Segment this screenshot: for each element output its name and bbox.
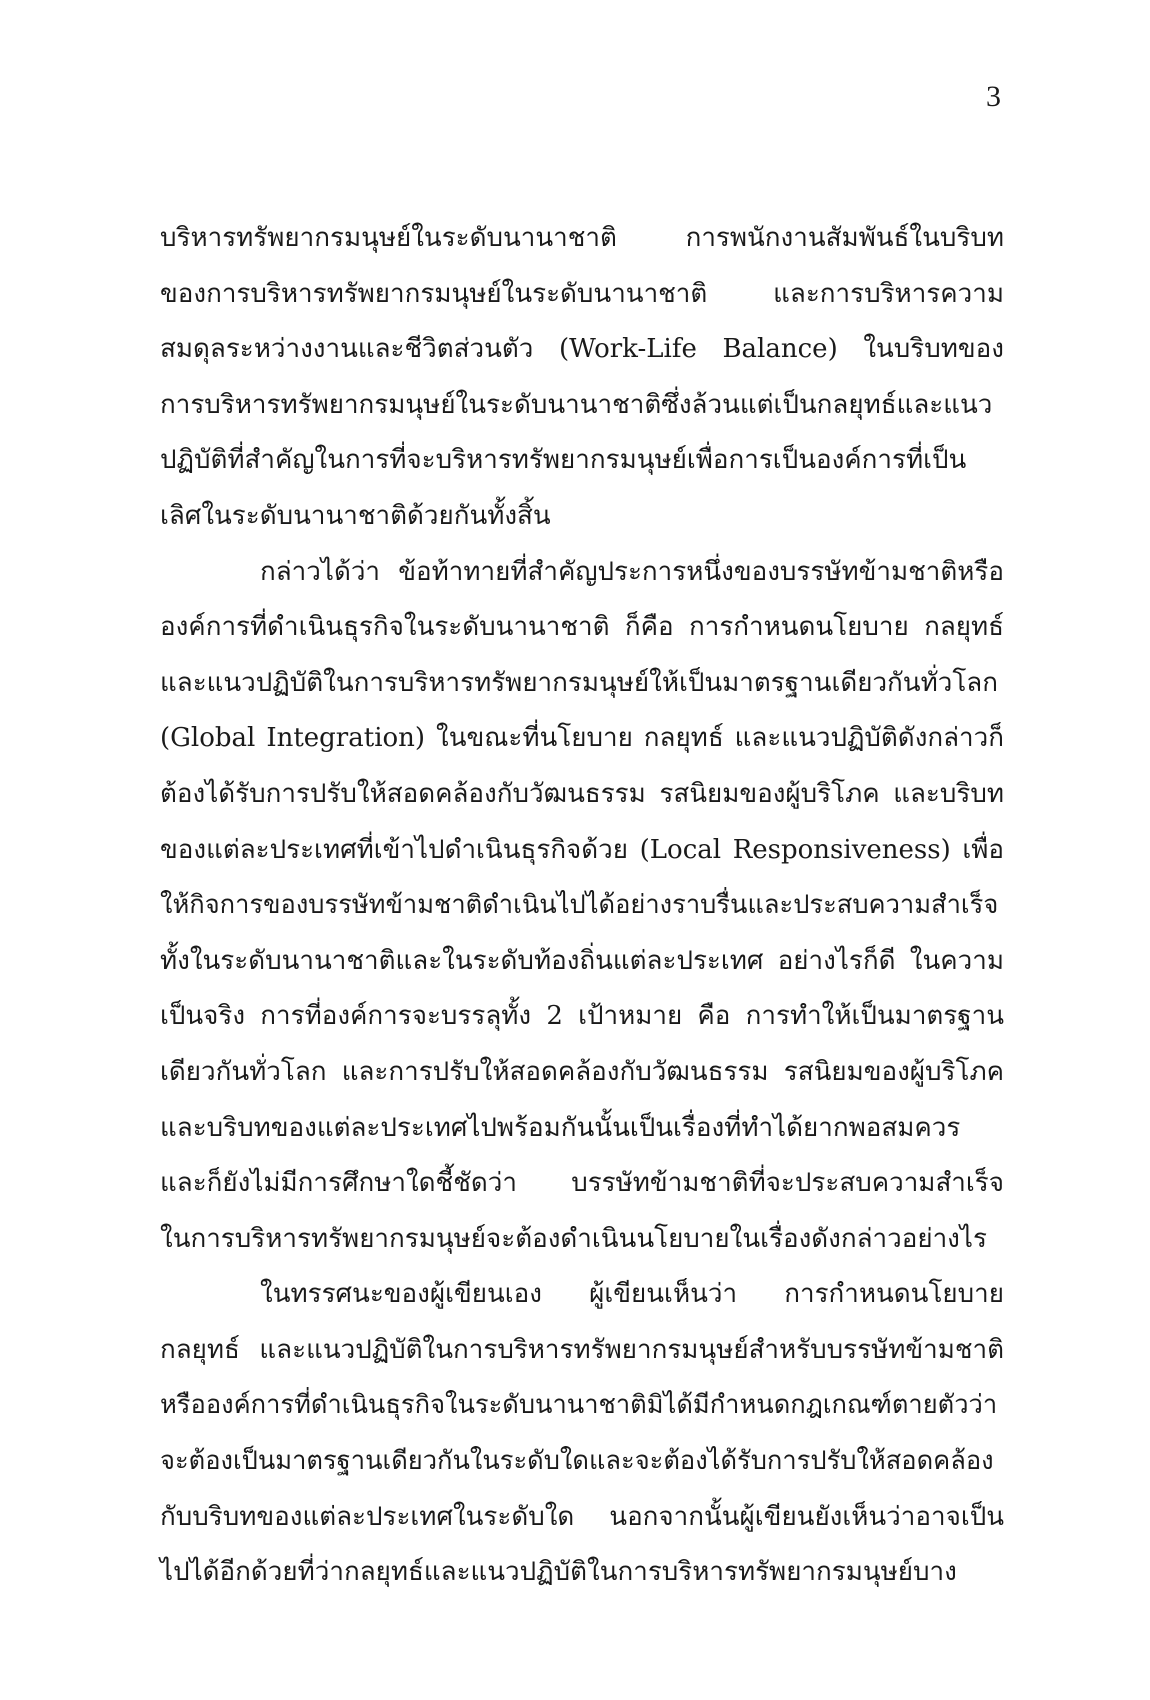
text-line: เป็นจริง การที่องค์การจะบรรลุทั้ง 2 เป้าหมาย คือ การทำให้เป็นมาตรฐาน xyxy=(160,1001,1004,1032)
paragraph xyxy=(160,211,1004,545)
text-line: ปฏิบัติที่สำคัญในการที่จะบริหารทรัพยากรมนุษย์เพื่อการเป็นองค์การที่เป็น xyxy=(160,445,967,476)
text-line: และแนวปฏิบัติในการบริหารทรัพยากรมนุษย์ให้เป็นมาตรฐานเดียวกันทั่วโลก xyxy=(160,667,998,698)
text-line: การบริหารทรัพยากรมนุษย์ในระดับนานาชาติซึ่งล้วนแต่เป็นกลยุทธ์และแนว xyxy=(160,389,993,420)
paragraph xyxy=(160,545,1004,1268)
text-line: กล่าวได้ว่า ข้อท้าทายที่สำคัญประการหนึ่งของบรรษัทข้ามชาติหรือ xyxy=(260,556,1004,587)
text-line: (Global Integration) ในขณะที่นโยบาย กลยุทธ์ และแนวปฏิบัติดังกล่าวก็ xyxy=(160,723,1004,754)
text-line: ในทรรศนะของผู้เขียนเอง ผู้เขียนเห็นว่า การกำหนดนโยบาย xyxy=(260,1279,1004,1310)
paragraph xyxy=(160,1267,1004,1601)
text-line: ของการบริหารทรัพยากรมนุษย์ในระดับนานาชาติ และการบริหารความ xyxy=(160,278,1004,309)
text-line: จะต้องเป็นมาตรฐานเดียวกันในระดับใดและจะต้องได้รับการปรับให้สอดคล้อง xyxy=(160,1446,994,1477)
text-line: เดียวกันทั่วโลก และการปรับให้สอดคล้องกับวัฒนธรรม รสนิยมของผู้บริโภค xyxy=(160,1056,1004,1087)
text-line: ของแต่ละประเทศที่เข้าไปดำเนินธุรกิจด้วย (Local Responsiveness) เพื่อ xyxy=(160,834,1004,865)
text-line: สมดุลระหว่างงานและชีวิตส่วนตัว (Work-Life Balance) ในบริบทของ xyxy=(160,334,1004,365)
text-line: ไปได้อีกด้วยที่ว่ากลยุทธ์และแนวปฏิบัติในการบริหารทรัพยากรมนุษย์บาง xyxy=(160,1557,957,1588)
page-number: 3 xyxy=(986,80,1001,113)
text-line: กับบริบทของแต่ละประเทศในระดับใด นอกจากนั้นผู้เขียนยังเห็นว่าอาจเป็น xyxy=(160,1501,1004,1532)
text-line: เลิศในระดับนานาชาติด้วยกันทั้งสิ้น xyxy=(160,500,551,531)
text-line: กลยุทธ์ และแนวปฏิบัติในการบริหารทรัพยากรมนุษย์สำหรับบรรษัทข้ามชาติ xyxy=(160,1334,1004,1365)
text-line: ให้กิจการของบรรษัทข้ามชาติดำเนินไปได้อย่างราบรื่นและประสบความสำเร็จ xyxy=(160,890,999,921)
text-line: และบริบทของแต่ละประเทศไปพร้อมกันนั้นเป็นเรื่องที่ทำได้ยากพอสมควร xyxy=(160,1112,961,1143)
text-line: องค์การที่ดำเนินธุรกิจในระดับนานาชาติ ก็คือ การกำหนดนโยบาย กลยุทธ์ xyxy=(160,612,1004,643)
text-line: ในการบริหารทรัพยากรมนุษย์จะต้องดำเนินนโยบายในเรื่องดังกล่าวอย่างไร xyxy=(160,1223,987,1254)
text-line: ต้องได้รับการปรับให้สอดคล้องกับวัฒนธรรม รสนิยมของผู้บริโภค และบริบท xyxy=(160,778,1004,809)
body-text xyxy=(160,211,1004,1601)
text-line: ทั้งในระดับนานาชาติและในระดับท้องถิ่นแต่ละประเทศ อย่างไรก็ดี ในความ xyxy=(160,945,1004,976)
text-line: และก็ยังไม่มีการศึกษาใดชี้ชัดว่า บรรษัทข้ามชาติที่จะประสบความสำเร็จ xyxy=(160,1168,1004,1199)
text-line: บริหารทรัพยากรมนุษย์ในระดับนานาชาติ การพนักงานสัมพันธ์ในบริบท xyxy=(160,223,1004,253)
text-line: หรือองค์การที่ดำเนินธุรกิจในระดับนานาชาติมิได้มีกำหนดกฎเกณฑ์ตายตัวว่า xyxy=(160,1390,998,1421)
